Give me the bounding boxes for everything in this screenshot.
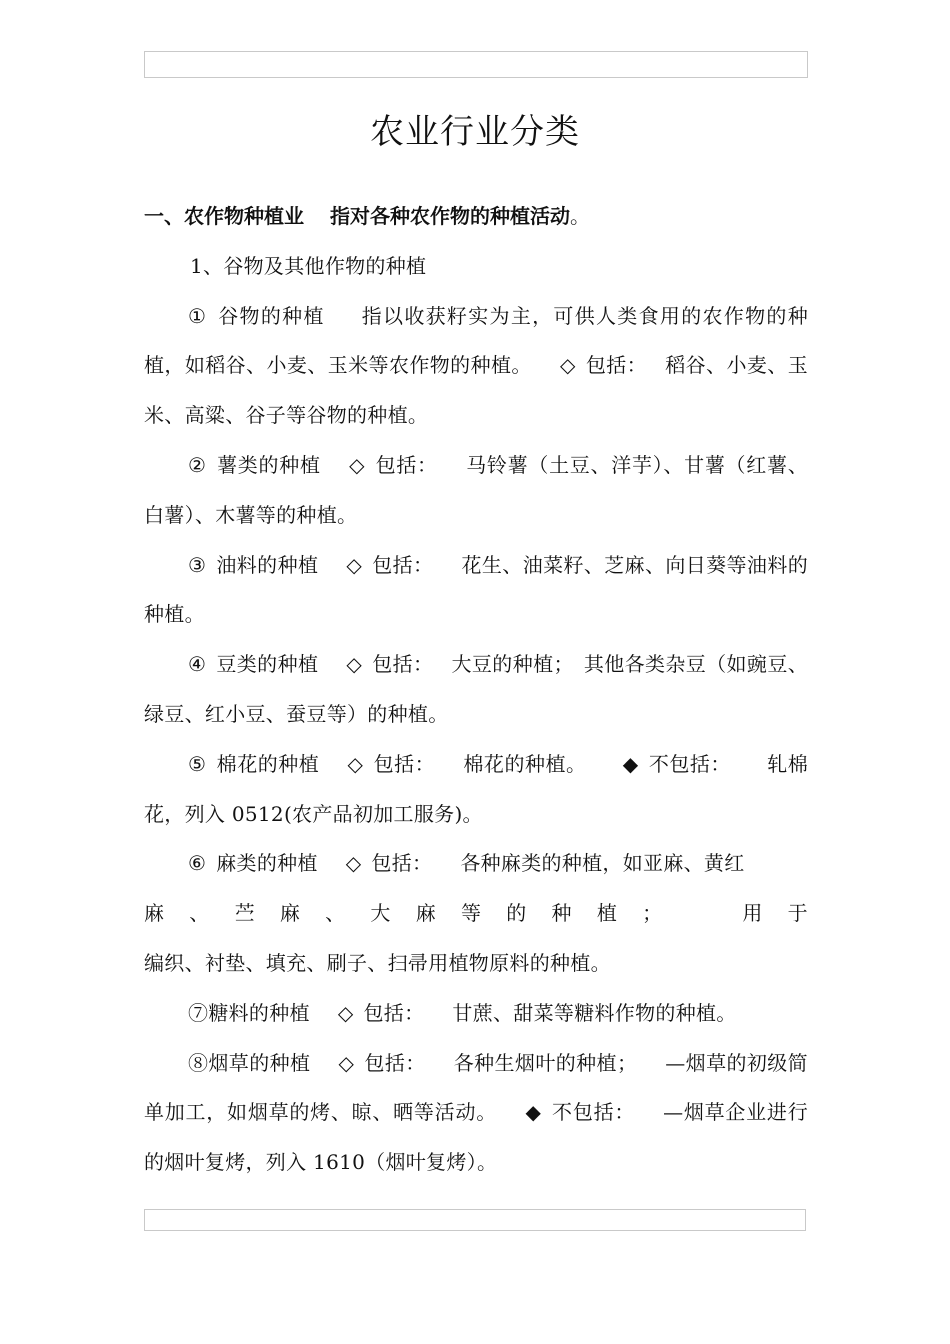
spread-char: 等: [460, 901, 482, 926]
include-diamond-icon: ◇: [345, 851, 362, 876]
item-name: 烟草的种植: [208, 1050, 311, 1075]
include-diamond-icon: ◇: [338, 1050, 355, 1075]
exclude-diamond-icon: ◆: [622, 751, 639, 776]
item-marker: ②: [188, 452, 207, 477]
spread-char: 麻: [415, 901, 436, 926]
item-name: 谷物的种植: [217, 303, 325, 328]
include-text: 花生、油菜籽、芝麻、向日葵等油料的种植。: [144, 552, 809, 627]
document-title: 农业行业分类: [370, 112, 580, 152]
include-text-b: 其他各类杂豆（如豌豆、绿豆、红小豆、蚕豆等）的种植。: [144, 652, 808, 726]
item-name: 糖料的种植: [208, 1000, 310, 1025]
exclude-label: 不包括：: [648, 751, 731, 776]
spread-char: 大: [370, 901, 391, 926]
item-name: 油料的种植: [216, 552, 319, 577]
item-marker: ⑧: [188, 1050, 209, 1075]
item-tobacco: [144, 1039, 808, 1188]
include-diamond-icon: ◇: [559, 353, 576, 378]
item-marker: ①: [188, 303, 208, 328]
item-name: 麻类的种植: [216, 851, 318, 876]
document-body: [144, 192, 808, 1188]
include-text: 稻谷、小麦、玉米、高粱、谷子等谷物的种植。: [144, 353, 808, 428]
section-heading: [144, 192, 808, 242]
item-name: 豆类的种植: [216, 652, 319, 677]
item-marker: ⑦: [188, 1000, 209, 1025]
include-text-a: 各种生烟叶的种植；: [453, 1050, 638, 1075]
section-heading-label: 一、农作物种植业: [144, 204, 304, 228]
include-diamond-icon: ◇: [346, 652, 363, 677]
item-marker: ③: [188, 552, 207, 577]
spread-char: 、: [189, 901, 210, 926]
exclude-diamond-icon: ◆: [524, 1100, 542, 1125]
item-hemp-continued: 编织、衬垫、填充、刷子、扫帚用植物原料的种植。: [144, 950, 611, 975]
item-name: 薯类的种植: [216, 452, 321, 477]
section-period: 。: [570, 204, 590, 228]
spread-char: 植: [596, 901, 618, 926]
item-tuber: [144, 441, 808, 541]
include-diamond-icon: ◇: [348, 452, 366, 477]
page-footer-box: [144, 1209, 806, 1231]
include-diamond-icon: ◇: [346, 552, 363, 577]
exclude-text: 轧棉花，列入 0512(农产品初加工服务)。: [144, 751, 808, 826]
exclude-label: 不包括：: [551, 1100, 636, 1125]
item-sugar: [144, 989, 808, 1039]
spread-char: 于: [787, 901, 808, 926]
include-text-a: 各种麻类的种植，如亚麻、黄红: [460, 851, 745, 876]
include-text-a: 大豆的种植；: [451, 652, 574, 677]
item-marker: ⑤: [188, 751, 207, 776]
item-name: 棉花的种植: [216, 751, 320, 776]
include-text: 棉花的种植。: [463, 751, 587, 776]
spread-char: 麻: [144, 901, 165, 926]
include-text: 马铃薯（土豆、洋芋）、甘薯（红薯、白薯）、木薯等的种植。: [144, 452, 808, 527]
item-grain: [144, 292, 808, 441]
item-hemp-spread-line: [144, 889, 808, 939]
exclude-text: —烟草企业进行的烟叶复烤，列入 1610（烟叶复烤）。: [144, 1100, 808, 1175]
item-hemp: [144, 839, 808, 889]
spread-char: 苎: [234, 901, 255, 926]
item-marker: ⑥: [188, 851, 207, 876]
include-diamond-icon: ◇: [347, 751, 364, 776]
spread-char: 的: [506, 901, 527, 926]
include-text-b: —烟草的初级简单加工，如烟草的烤、晾、晒等活动。: [144, 1050, 808, 1125]
spread-char: ；: [642, 901, 663, 926]
include-label: 包括：: [371, 851, 433, 876]
include-label: 包括：: [372, 552, 434, 577]
spread-char: 种: [551, 901, 572, 926]
spread-char: 、: [325, 901, 346, 926]
include-label: 包括：: [585, 353, 648, 378]
page-header-box: [144, 51, 808, 78]
item-description: 指以收获籽实为主，可供人类食用的农作物的种植，如稻谷、小麦、玉米等农作物的种植。: [144, 303, 808, 378]
include-diamond-icon: ◇: [337, 1000, 354, 1025]
include-label: 包括：: [373, 751, 436, 776]
subsection-heading: 1、谷物及其他作物的种植: [190, 253, 427, 278]
include-label: 包括：: [372, 652, 434, 677]
spread-char: 用: [742, 901, 763, 926]
include-text: 甘蔗、甜菜等糖料作物的种植。: [452, 1000, 737, 1025]
item-legume: [144, 640, 808, 740]
item-cotton: [144, 740, 808, 840]
item-oilseed: [144, 541, 808, 641]
include-label: 包括：: [363, 1000, 425, 1025]
include-label: 包括：: [364, 1050, 426, 1075]
spread-char: 麻: [279, 901, 301, 926]
include-label: 包括：: [375, 452, 438, 477]
item-marker: ④: [188, 652, 207, 677]
section-description: 指对各种农作物的种植活动: [330, 204, 570, 228]
